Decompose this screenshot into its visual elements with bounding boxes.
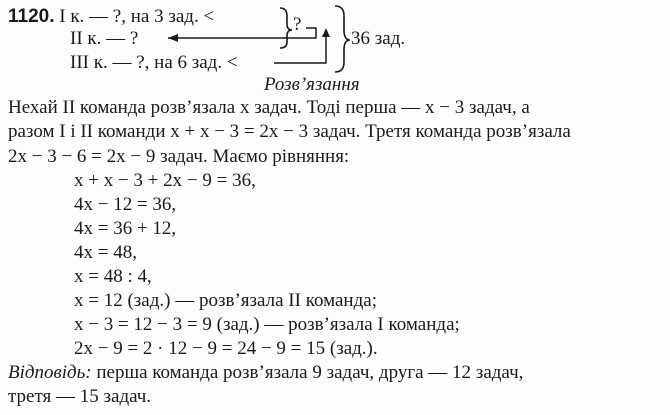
equation-5: x = 48 : 4, <box>74 266 152 287</box>
arrow-left-head <box>168 34 178 42</box>
condition-row-1: І к. — ?, на 3 зад. < <box>59 6 215 27</box>
arrow-up-head <box>322 28 330 37</box>
equation-7: x − 3 = 12 − 3 = 9 (зад.) — розв’язала І команда; <box>74 314 460 335</box>
problem-number: 1120. <box>8 6 55 27</box>
answer-text-1: перша команда розв’язала 9 задач, друга — 12 задач, <box>91 362 524 383</box>
equation-8: 2x − 9 = 2 · 12 − 9 = 24 − 9 = 15 (зад.). <box>74 338 378 359</box>
answer-line-2: третя — 15 задач. <box>8 386 152 407</box>
equation-6: x = 12 (зад.) — розв’язала ІІ команда; <box>74 290 377 311</box>
outer-brace <box>335 6 350 72</box>
solution-para-line-3: 2x − 3 − 6 = 2x − 9 задач. Маємо рівняння: <box>8 146 350 167</box>
inner-brace <box>280 8 292 48</box>
solution-para-line-2: разом І і ІІ команди x + x − 3 = 2x − 3 задач. Третя команда розв’язала <box>8 121 571 142</box>
equation-2: 4x − 12 = 36, <box>74 194 177 215</box>
equation-1: x + x − 3 + 2x − 9 = 36, <box>74 170 256 191</box>
equation-3: 4x = 36 + 12, <box>74 218 177 239</box>
solution-para-line-1: Нехай ІІ команда розв’язала x задач. Тоді перша — x − 3 задач, а <box>8 97 530 118</box>
equation-4: 4x = 48, <box>74 242 137 263</box>
answer-line-1 <box>8 362 523 384</box>
condition-row-3: ІІІ к. — ?, на 6 зад. < <box>70 52 238 73</box>
solution-heading: Розв’язання <box>264 74 360 95</box>
answer-label: Відповідь: <box>8 362 92 383</box>
total-label: 36 зад. <box>351 28 406 49</box>
condition-row-2: ІІ к. — ? <box>70 28 139 49</box>
problem-number-and-row1 <box>8 6 214 28</box>
question-mark: ? <box>293 14 302 35</box>
